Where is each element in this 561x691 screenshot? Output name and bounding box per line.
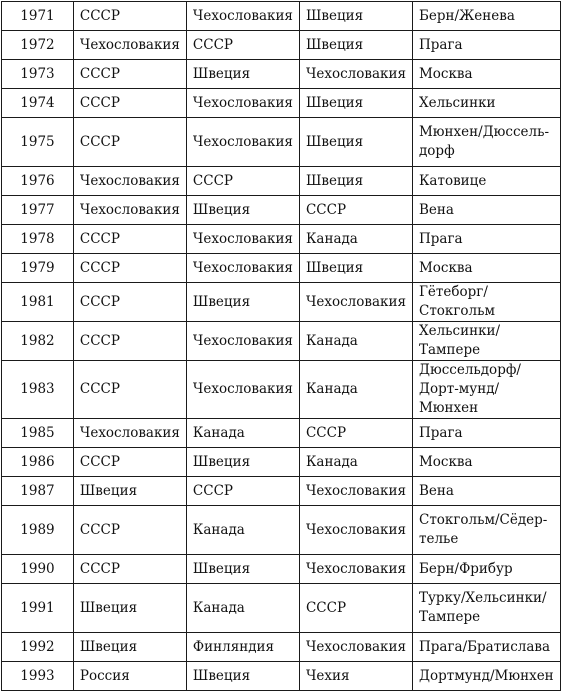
first-place-cell: СССР [73,89,186,118]
year-cell: 1993 [2,662,74,691]
year-cell: 1989 [2,506,74,555]
year-cell: 1982 [2,322,74,361]
third-place-cell: Швеция [299,89,412,118]
third-place-cell: Швеция [299,167,412,196]
first-place-cell: СССР [73,322,186,361]
venue-cell: Гётеборг/Стокгольм [412,283,560,322]
third-place-cell: СССР [299,584,412,633]
second-place-cell: СССР [186,31,299,60]
first-place-cell: СССР [73,555,186,584]
third-place-cell: Канада [299,225,412,254]
first-place-cell: СССР [73,361,186,419]
table-row [2,2,561,31]
second-place-cell: Швеция [186,448,299,477]
venue-cell: Москва [412,254,560,283]
first-place-cell: Чехословакия [73,419,186,448]
year-cell: 1974 [2,89,74,118]
second-place-cell: Швеция [186,555,299,584]
year-cell: 1990 [2,555,74,584]
table-row [2,60,561,89]
table-row [2,31,561,60]
third-place-cell: Швеция [299,254,412,283]
first-place-cell: Чехословакия [73,31,186,60]
year-cell: 1987 [2,477,74,506]
year-cell: 1975 [2,118,74,167]
venue-cell: Дюссельдорф/Дорт-мунд/Мюнхен [412,361,560,419]
year-cell: 1985 [2,419,74,448]
second-place-cell: Канада [186,419,299,448]
first-place-cell: СССР [73,254,186,283]
first-place-cell: СССР [73,60,186,89]
venue-cell: Прага [412,225,560,254]
table-row [2,555,561,584]
first-place-cell: Швеция [73,633,186,662]
year-cell: 1976 [2,167,74,196]
venue-cell: Москва [412,60,560,89]
venue-cell: Хельсинки/Тампере [412,322,560,361]
venue-cell: Хельсинки [412,89,560,118]
third-place-cell: Чехия [299,662,412,691]
third-place-cell: Чехословакия [299,633,412,662]
table-row [2,448,561,477]
third-place-cell: Швеция [299,118,412,167]
venue-cell: Мюнхен/Дюссель-дорф [412,118,560,167]
table-row [2,254,561,283]
table-row [2,506,561,555]
third-place-cell: Канада [299,322,412,361]
first-place-cell: СССР [73,506,186,555]
second-place-cell: СССР [186,477,299,506]
venue-cell: Дортмунд/Мюнхен [412,662,560,691]
second-place-cell: Чехословакия [186,361,299,419]
first-place-cell: Чехословакия [73,196,186,225]
table-body [2,2,561,691]
third-place-cell: Канада [299,361,412,419]
year-cell: 1973 [2,60,74,89]
table-row [2,477,561,506]
venue-cell: Турку/Хельсинки/Тампере [412,584,560,633]
table-row [2,118,561,167]
first-place-cell: СССР [73,283,186,322]
venue-cell: Вена [412,477,560,506]
second-place-cell: Швеция [186,196,299,225]
second-place-cell: Чехословакия [186,118,299,167]
third-place-cell: СССР [299,196,412,225]
second-place-cell: СССР [186,167,299,196]
year-cell: 1991 [2,584,74,633]
year-cell: 1972 [2,31,74,60]
year-cell: 1981 [2,283,74,322]
table-row [2,584,561,633]
first-place-cell: Россия [73,662,186,691]
table-row [2,322,561,361]
first-place-cell: Швеция [73,477,186,506]
year-cell: 1986 [2,448,74,477]
year-cell: 1992 [2,633,74,662]
venue-cell: Прага [412,31,560,60]
year-cell: 1971 [2,2,74,31]
third-place-cell: Швеция [299,31,412,60]
venue-cell: Берн/Фрибур [412,555,560,584]
venue-cell: Прага [412,419,560,448]
second-place-cell: Чехословакия [186,322,299,361]
table-row [2,196,561,225]
second-place-cell: Финляндия [186,633,299,662]
venue-cell: Катовице [412,167,560,196]
table-row [2,167,561,196]
third-place-cell: Швеция [299,2,412,31]
year-cell: 1979 [2,254,74,283]
third-place-cell: Чехословакия [299,283,412,322]
third-place-cell: Чехословакия [299,477,412,506]
second-place-cell: Канада [186,584,299,633]
third-place-cell: Чехословакия [299,506,412,555]
second-place-cell: Канада [186,506,299,555]
third-place-cell: Канада [299,448,412,477]
table-row [2,419,561,448]
first-place-cell: Чехословакия [73,167,186,196]
second-place-cell: Чехословакия [186,254,299,283]
second-place-cell: Чехословакия [186,89,299,118]
first-place-cell: Швеция [73,584,186,633]
second-place-cell: Швеция [186,662,299,691]
venue-cell: Прага/Братислава [412,633,560,662]
second-place-cell: Швеция [186,60,299,89]
second-place-cell: Чехословакия [186,225,299,254]
table-row [2,361,561,419]
year-cell: 1977 [2,196,74,225]
table-row [2,225,561,254]
venue-cell: Стокгольм/Сёдер-телье [412,506,560,555]
third-place-cell: Чехословакия [299,60,412,89]
venue-cell: Берн/Женева [412,2,560,31]
venue-cell: Москва [412,448,560,477]
table-row [2,283,561,322]
first-place-cell: СССР [73,225,186,254]
third-place-cell: СССР [299,419,412,448]
table-row [2,662,561,691]
championship-results-table [1,1,561,691]
second-place-cell: Швеция [186,283,299,322]
table-row [2,633,561,662]
third-place-cell: Чехословакия [299,555,412,584]
year-cell: 1978 [2,225,74,254]
table-row [2,89,561,118]
first-place-cell: СССР [73,2,186,31]
venue-cell: Вена [412,196,560,225]
second-place-cell: Чехословакия [186,2,299,31]
first-place-cell: СССР [73,448,186,477]
year-cell: 1983 [2,361,74,419]
first-place-cell: СССР [73,118,186,167]
